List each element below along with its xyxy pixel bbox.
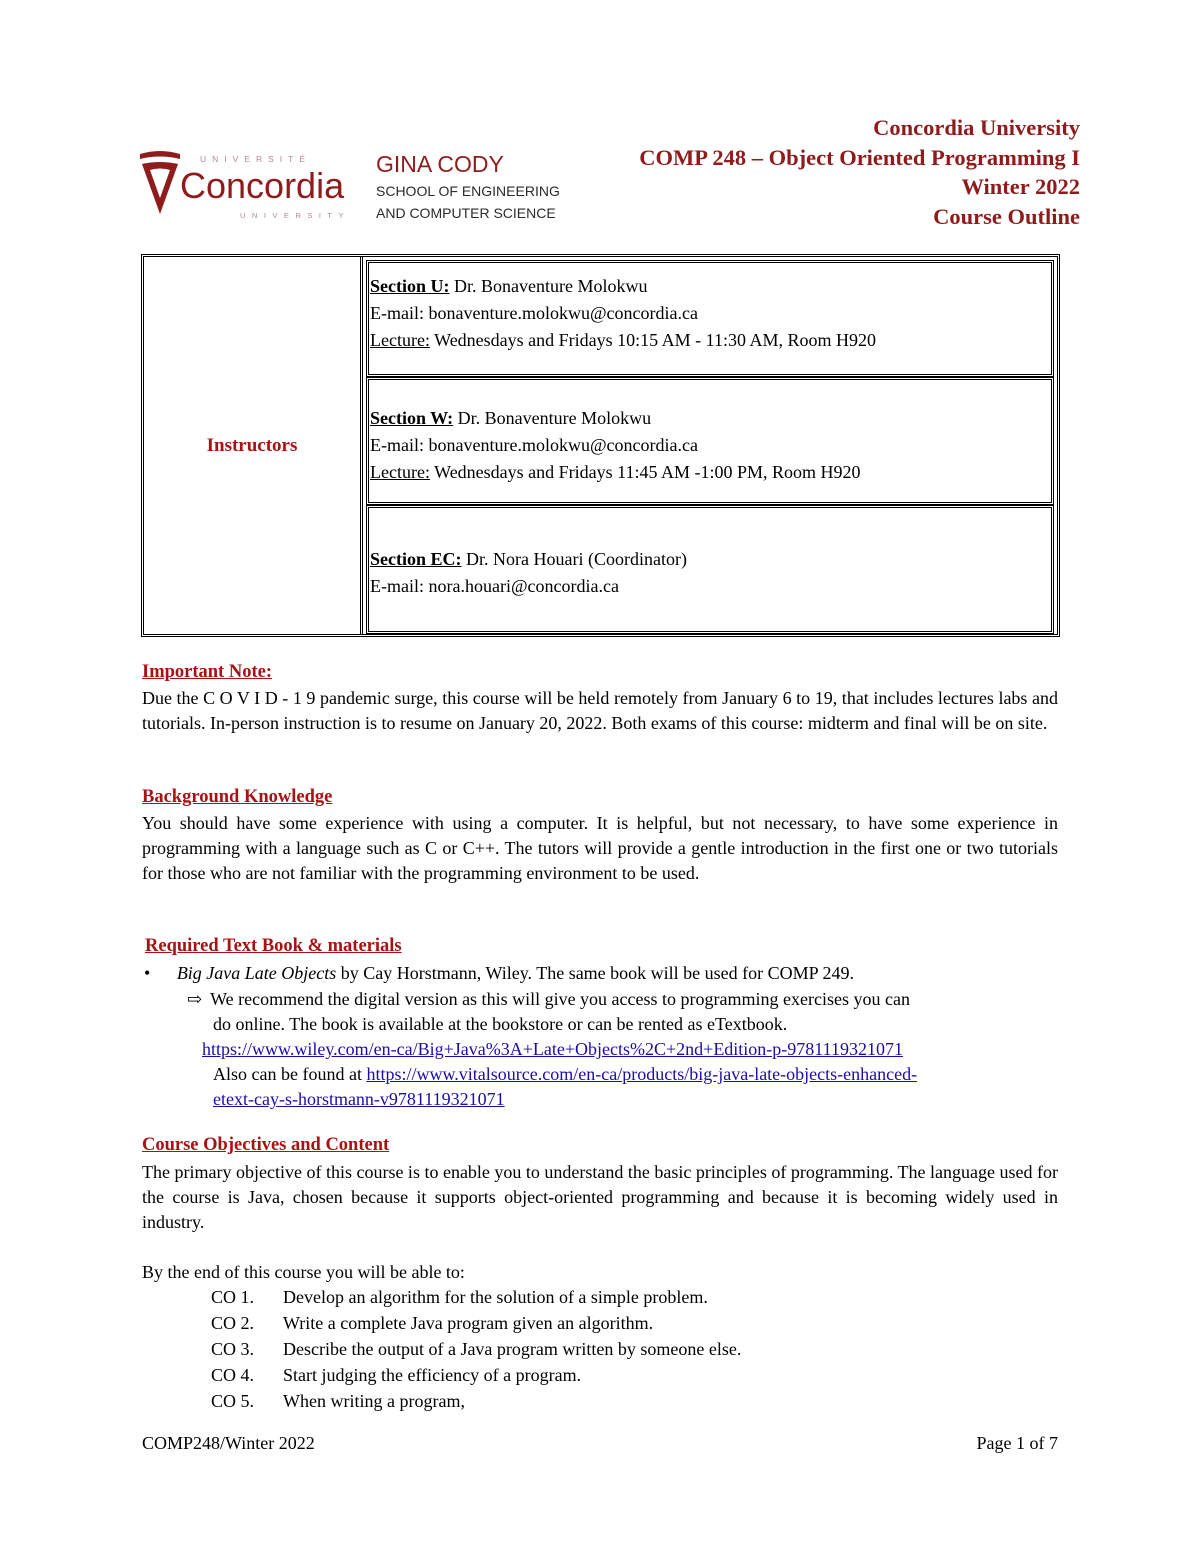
header-doc-type: Course Outline	[933, 203, 1080, 229]
logo-concordia-wordmark: Concordia	[180, 165, 345, 206]
important-note-heading: Important Note:	[142, 662, 272, 682]
logo-universite: UNIVERSITÉ	[200, 154, 312, 164]
background-text: You should have some experience with using a computer. It is helpful, but not necessary, to have some experience in programming with a language such as C or C++. The tutors will provide a gentle introduction in the first one or two tutorials for those who are not familiar with the programming environment to be used.	[142, 813, 1058, 883]
book-author-note: by Cay Horstmann, Wiley. The same book will be used for COMP 249.	[336, 963, 855, 983]
header-course-title: COMP 248 – Object Oriented Programming I	[639, 144, 1080, 170]
co-number: CO 2.	[211, 1313, 255, 1333]
header-university: Concordia University	[873, 115, 1080, 140]
section-ec-email: nora.houari@concordia.ca	[423, 576, 619, 596]
section-w-lecture: Wednesdays and Fridays 11:45 AM -1:00 PM, Room H920	[429, 462, 861, 482]
list-item	[211, 1388, 741, 1414]
course-outcomes-list	[211, 1284, 741, 1414]
section-u-email: bonaventure.molokwu@concordia.ca	[423, 303, 698, 323]
co-number: CO 1.	[211, 1287, 255, 1307]
co-number: CO 5.	[211, 1391, 255, 1411]
footer-page-number: Page 1 of 7	[976, 1433, 1058, 1453]
section-w-instructor: Dr. Bonaventure Molokwu	[453, 408, 652, 428]
co-text: Write a complete Java program given an algorithm.	[283, 1313, 654, 1333]
logo-university: UNIVERSITY	[240, 211, 351, 220]
book-title: Big Java Late Objects	[176, 963, 337, 983]
course-header	[639, 113, 1080, 231]
co-text: Describe the output of a Java program written by someone else.	[283, 1339, 742, 1359]
co-number: CO 4.	[211, 1365, 255, 1385]
section-ec-cell	[366, 505, 1054, 634]
section-ec-title: Section EC:	[370, 549, 462, 569]
vitalsource-line-1	[213, 1062, 917, 1087]
objectives-heading: Course Objectives and Content	[142, 1135, 390, 1155]
instructors-label: Instructors	[144, 257, 363, 634]
textbook-heading: Required Text Book & materials	[145, 936, 402, 956]
list-item	[211, 1336, 741, 1362]
section-u-email-label: E-mail:	[370, 303, 424, 323]
logo-shield-top	[140, 151, 180, 159]
recommend-text-1: We recommend the digital version as this will give you access to programming exercises you can	[210, 989, 910, 1009]
co-number: CO 3.	[211, 1339, 255, 1359]
logo-school-line: SCHOOL OF ENGINEERING	[376, 183, 560, 199]
recommend-text-2: do online. The book is available at the bookstore or can be rented as eTextbook.	[213, 1014, 788, 1034]
section-w-email: bonaventure.molokwu@concordia.ca	[423, 435, 698, 455]
section-u-title: Section U:	[370, 276, 450, 296]
logo-gina-cody: GINA CODY	[376, 151, 504, 177]
section-u-lecture: Wednesdays and Fridays 10:15 AM - 11:30 AM, Room H920	[429, 330, 877, 350]
vitalsource-line-2	[213, 1087, 505, 1112]
list-item	[211, 1310, 741, 1336]
list-item	[211, 1362, 741, 1388]
objectives-text: The primary objective of this course is to enable you to understand the basic principles of programming. The language used for the course is Java, chosen because it supports object-oriented programming and because it is becoming widely used in industry.	[142, 1162, 1058, 1232]
recommend-line-1	[187, 987, 910, 1012]
objectives-intro: By the end of this course you will be able to:	[142, 1262, 465, 1282]
section-ec-email-label: E-mail:	[370, 576, 424, 596]
section-u-instructor: Dr. Bonaventure Molokwu	[449, 276, 648, 296]
section-w-cell	[366, 377, 1054, 505]
footer-course-term: COMP248/Winter 2022	[142, 1433, 315, 1453]
vitalsource-link[interactable]: https://www.vitalsource.com/en-ca/products/big-java-late-objects-enhanced-	[366, 1064, 918, 1084]
logo-cs-line: AND COMPUTER SCIENCE	[376, 205, 556, 221]
section-w-email-label: E-mail:	[370, 435, 424, 455]
section-ec-instructor: Dr. Nora Houari (Coordinator)	[461, 549, 687, 569]
concordia-logo-graphic	[136, 146, 586, 226]
background-heading: Background Knowledge	[142, 787, 333, 807]
co-text: Develop an algorithm for the solution of a simple problem.	[283, 1287, 708, 1307]
co-text: When writing a program,	[283, 1391, 465, 1411]
section-w-lecture-label: Lecture:	[370, 462, 430, 482]
concordia-logo	[136, 146, 586, 226]
wiley-link-line	[202, 1037, 903, 1062]
section-u-lecture-label: Lecture:	[370, 330, 430, 350]
arrow-right-icon: ⇨	[187, 989, 203, 1009]
vitalsource-link-continued[interactable]: etext-cay-s-horstmann-v9781119321071	[213, 1089, 505, 1109]
header-term: Winter 2022	[961, 174, 1080, 199]
instructors-table	[141, 254, 1060, 637]
list-item	[211, 1284, 741, 1310]
important-note-text: Due the C O V I D - 1 9 pandemic surge, this course will be held remotely from January 6 to 19, that includes lectures labs and tutorials. In-person instruction is to resume on January 20, 2022. Both exams of this course: midterm and final will be on site.	[142, 688, 1058, 733]
bullet-icon: •	[144, 963, 151, 983]
section-u-cell	[366, 260, 1054, 377]
wiley-link[interactable]: https://www.wiley.com/en-ca/Big+Java%3A+Late+Objects%2C+2nd+Edition-p-9781119321071	[202, 1039, 903, 1059]
co-text: Start judging the efficiency of a program.	[283, 1365, 582, 1385]
also-found-label: Also can be found at	[213, 1064, 367, 1084]
textbook-bullet-item	[144, 961, 854, 986]
section-w-title: Section W:	[370, 408, 454, 428]
